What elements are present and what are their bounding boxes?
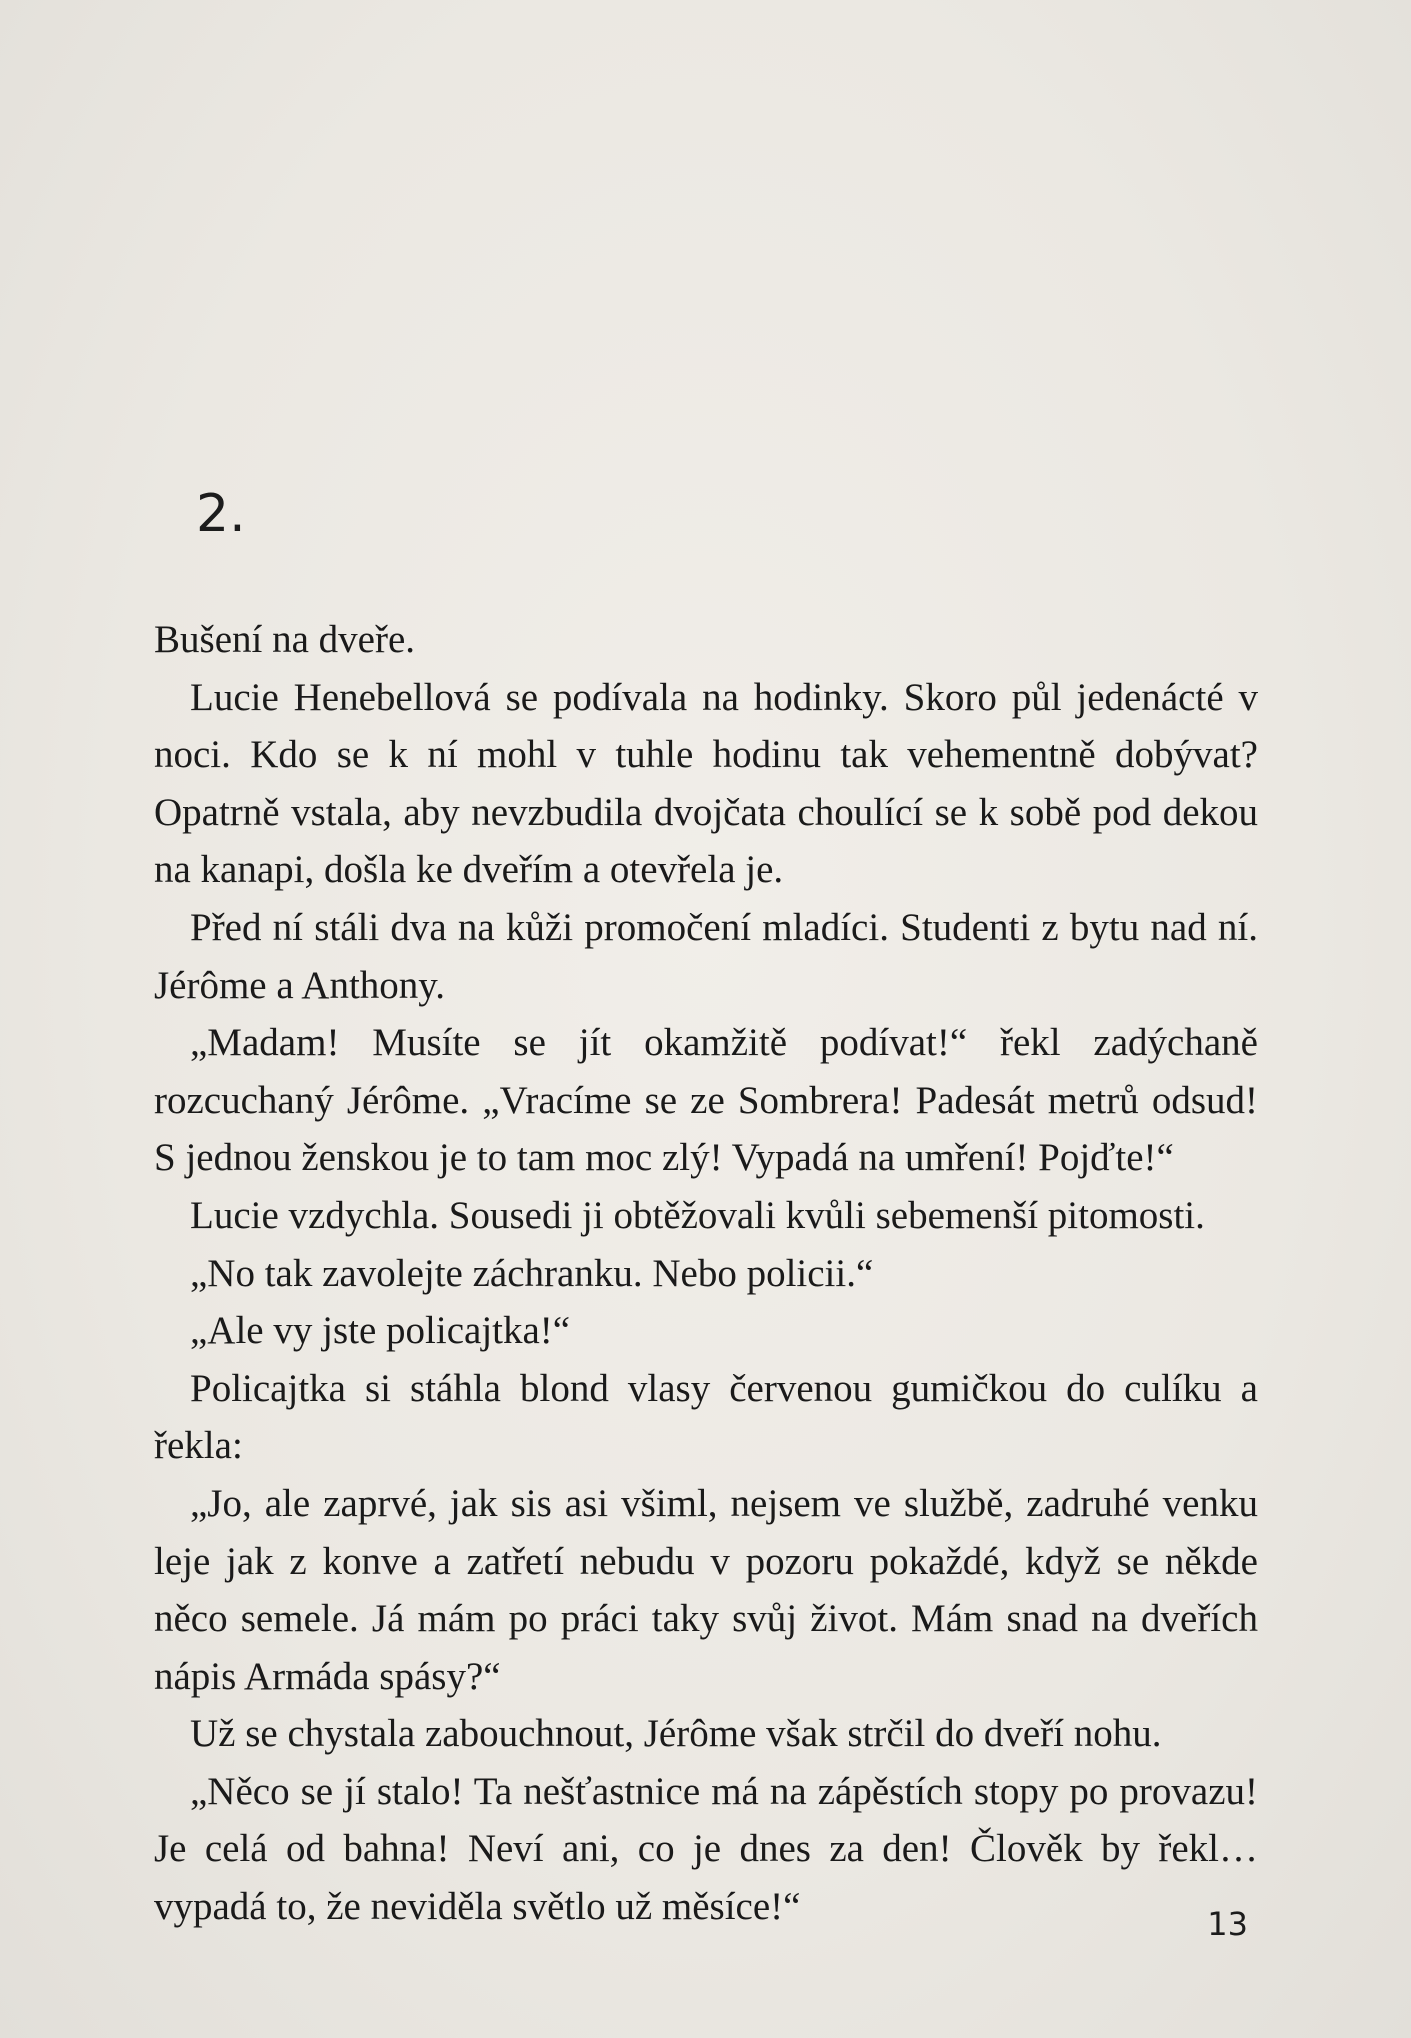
paragraph: „Něco se jí stalo! Ta nešťastnice má na zápěstích stopy po provazu! Je celá od bahna! Neví ani, co je dnes za den! Člověk by řekl… vypadá to, že neviděla světlo už měsíce!“ — [154, 1769, 1258, 1929]
paragraph: Lucie Henebellová se podívala na hodinky. Skoro půl jedenácté v noci. Kdo se k ní mohl v tuhle hodinu tak vehementně dobývat? Opatrně vstala, aby nevzbudila dvojčata choulící se k sobě pod dekou na kanapi, došla ke dveřím a otevřela je. — [154, 675, 1258, 892]
paragraph: Už se chystala zabouchnout, Jérôme však strčil do dveří nohu. — [190, 1712, 1162, 1756]
paragraph: „Madam! Musíte se jít okamžitě podívat!“ řekl zadýchaně rozcuchaný Jérôme. „Vracíme se ze Sombrera! Padesát metrů odsud! S jednou ženskou je to tam moc zlý! Vypadá na umření! Pojďte!“ — [154, 1021, 1258, 1180]
chapter-number: 2. — [196, 484, 246, 544]
paragraph: Před ní stáli dva na kůži promočení mladíci. Studenti z bytu nad ní. Jérôme a Anthony. — [154, 905, 1258, 1007]
paragraph: Bušení na dveře. — [154, 618, 416, 661]
paragraph: Lucie vzdychla. Sousedi ji obtěžovali kvůli sebemenší pitomosti. — [190, 1193, 1205, 1237]
paragraph: „Jo, ale zaprvé, jak sis asi všiml, nejsem ve službě, zadruhé venku leje jak z konve a zatřetí nebudu v pozoru pokaždé, když se někde něco semele. Já mám po práci taky svůj život. Mám snad na dveřích nápis Armáda spásy?“ — [154, 1481, 1258, 1698]
paragraph: „No tak zavolejte záchranku. Nebo policii.“ — [190, 1251, 874, 1295]
chapter-body — [154, 611, 1258, 1936]
paragraph: Policajtka si stáhla blond vlasy červenou gumičkou do culíku a řekla: — [154, 1366, 1258, 1468]
paragraph: „Ale vy jste policajtka!“ — [190, 1309, 571, 1353]
page-number: 13 — [1207, 1905, 1248, 1943]
